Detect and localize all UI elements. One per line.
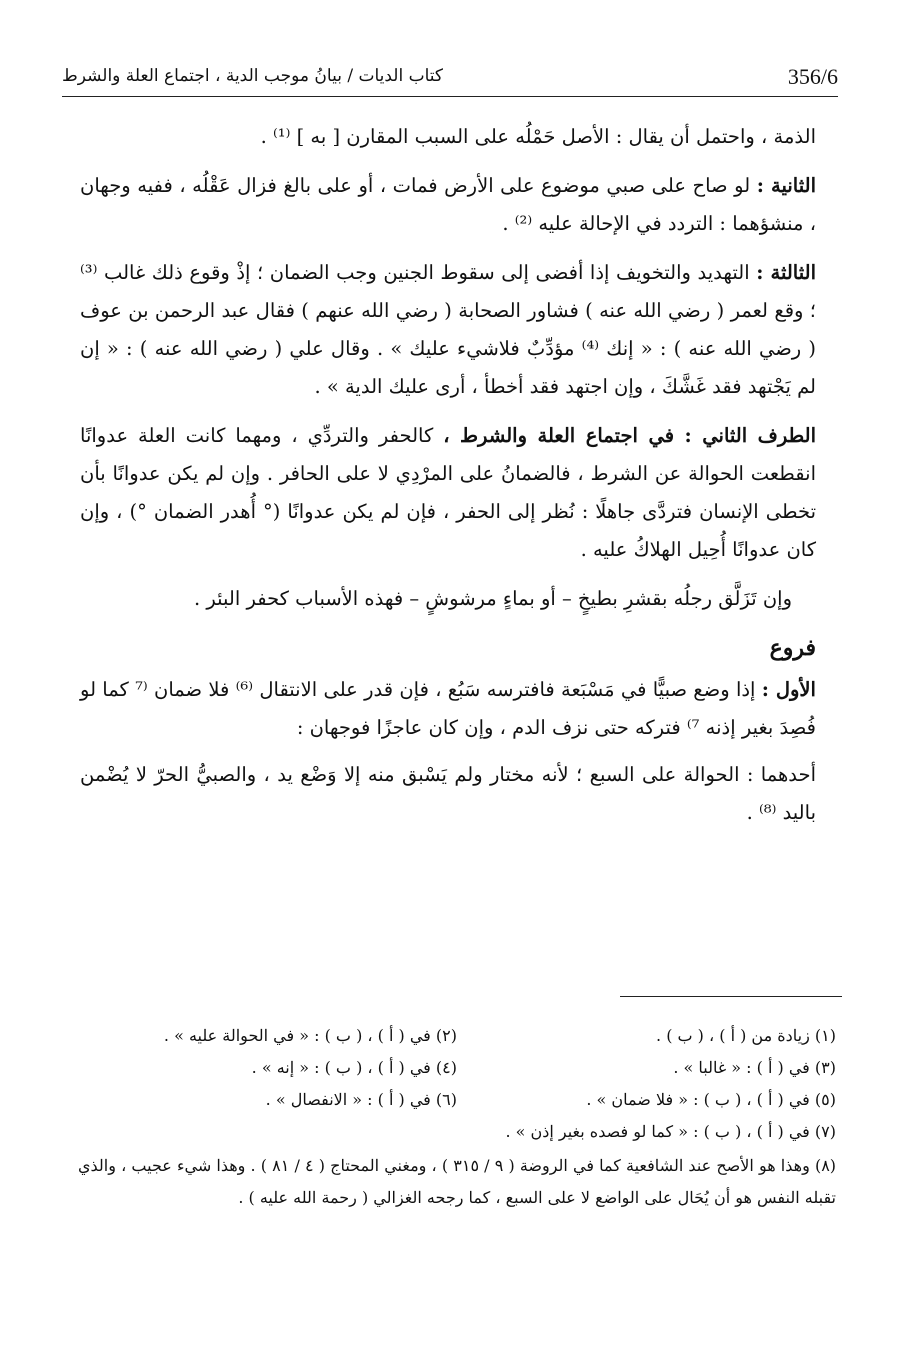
footnote-8: (٨) وهذا هو الأصح عند الشافعية كما في الروضة ( ٩ / ٣١٥ ) ، ومغني المحتاج ( ٤ / ٨١ ) . وهذا شيء عجيب ، والذي تقبله النفس هو أن يُحَال على الواضع لا على السبع ، كما رجحه الغزالي ( رحمة الله عليه ) .	[78, 1156, 837, 1207]
footnote-row	[78, 1020, 836, 1052]
paragraph-3-lead: الثالثة :	[756, 261, 816, 284]
paragraph-6-lead: الأول :	[761, 678, 816, 701]
paragraph-2	[80, 167, 816, 243]
main-text	[80, 118, 816, 843]
header-title: كتاب الديات / بيانُ موجب الدية ، اجتماع العلة والشرط	[62, 66, 444, 86]
paragraph-4-text: كالحفر والتردِّي ، ومهما كانت العلة عدوانًا انقطعت الحوالة عن الشرط ، فالضمانُ على المرْدِي لا على الحافر . وإن لم يكن عدوانًا بأن تخطى الإنسان فتردَّى جاهلًا : نُظر إلى الحفر ، فإن لم يكن عدوانًا (° أُهدر الضمان °) ، وإن كان عدوانًا أُحِيل الهلاكُ عليه .	[80, 424, 816, 561]
paragraph-5: وإن تَزَلَّق رجلُه بقشرِ بطيخٍ – أو بماءٍ مرشوشٍ – فهذه الأسباب كحفر البئر .	[193, 587, 792, 610]
paragraph-4-lead: الطرف الثاني : في اجتماع العلة والشرط ،	[443, 424, 816, 447]
paragraph-2-lead: الثانية :	[756, 174, 816, 197]
paragraph-6-text: إذا وضع صبيًّا في مَسْبَعة فافترسه سَبُع ، فإن قدر على الانتقال ⁽⁶⁾ فلا ضمان ⁽⁷ كما لو فُصِدَ بغير إذنه ⁷⁾ فتركه حتى نزف الدم ، وإن كان عاجزًا فوجهان :	[80, 678, 816, 739]
footnote-1: (١) زيادة من ( أ ) ، ( ب ) .	[656, 1026, 836, 1045]
footnote-6: (٦) في ( أ ) : « الانفصال » .	[265, 1090, 457, 1109]
paragraph-4	[80, 417, 816, 569]
paragraph-6	[80, 671, 816, 747]
page-number: 356/6	[787, 64, 838, 89]
paragraph-3	[80, 254, 816, 406]
footnote-4: (٤) في ( أ ) ، ( ب ) : « إنه » .	[251, 1058, 457, 1077]
footnote-2: (٢) في ( أ ) ، ( ب ) : « في الحوالة عليه » .	[163, 1026, 457, 1045]
paragraph-2-text: لو صاح على صبي موضوع على الأرض فمات ، أو على بالغ فزال عَقْلُه ، ففيه وجهان ، منشؤهما : التردد في الإحالة عليه ⁽²⁾ .	[80, 174, 816, 235]
footnote-7: (٧) في ( أ ) ، ( ب ) : « كما لو فصده بغير إذن » .	[505, 1122, 836, 1141]
footnote-row	[78, 1052, 836, 1084]
section-title: فروع	[769, 635, 816, 661]
footnote-5: (٥) في ( أ ) ، ( ب ) : « فلا ضمان » .	[586, 1090, 836, 1109]
running-header	[62, 64, 838, 97]
paragraph-7: أحدهما : الحوالة على السبع ؛ لأنه مختار ولم يَسْبق منه إلا وَضْع يد ، والصبيُّ الحرّ لا يُضْمن باليد ⁽⁸⁾ .	[80, 763, 816, 824]
footnote-3: (٣) في ( أ ) : « غالبا » .	[673, 1058, 836, 1077]
footnote-divider	[620, 996, 842, 997]
paragraph-3-text: التهديد والتخويف إذا أفضى إلى سقوط الجنين وجب الضمان ؛ إذْ وقوع ذلك غالب ⁽³⁾ ؛ وقع لعمر ( رضي الله عنه ) فشاور الصحابة ( رضي الله عنهم ) فقال عبد الرحمن بن عوف ( رضي الله عنه ) : « إنك ⁽⁴⁾ مؤدِّبٌ فلاشيء عليك » . وقال علي ( رضي الله عنه ) : « إن لم يَجْتهد فقد غَشَّكَ ، وإن اجتهد فقد أخطأ ، أرى عليك الدية » .	[80, 261, 817, 398]
paragraph-1: الذمة ، واحتمل أن يقال : الأصل حَمْلُه على السبب المقارن [ به ] ⁽¹⁾ .	[260, 125, 816, 148]
footnotes	[78, 1020, 836, 1214]
footnote-row	[78, 1084, 836, 1116]
